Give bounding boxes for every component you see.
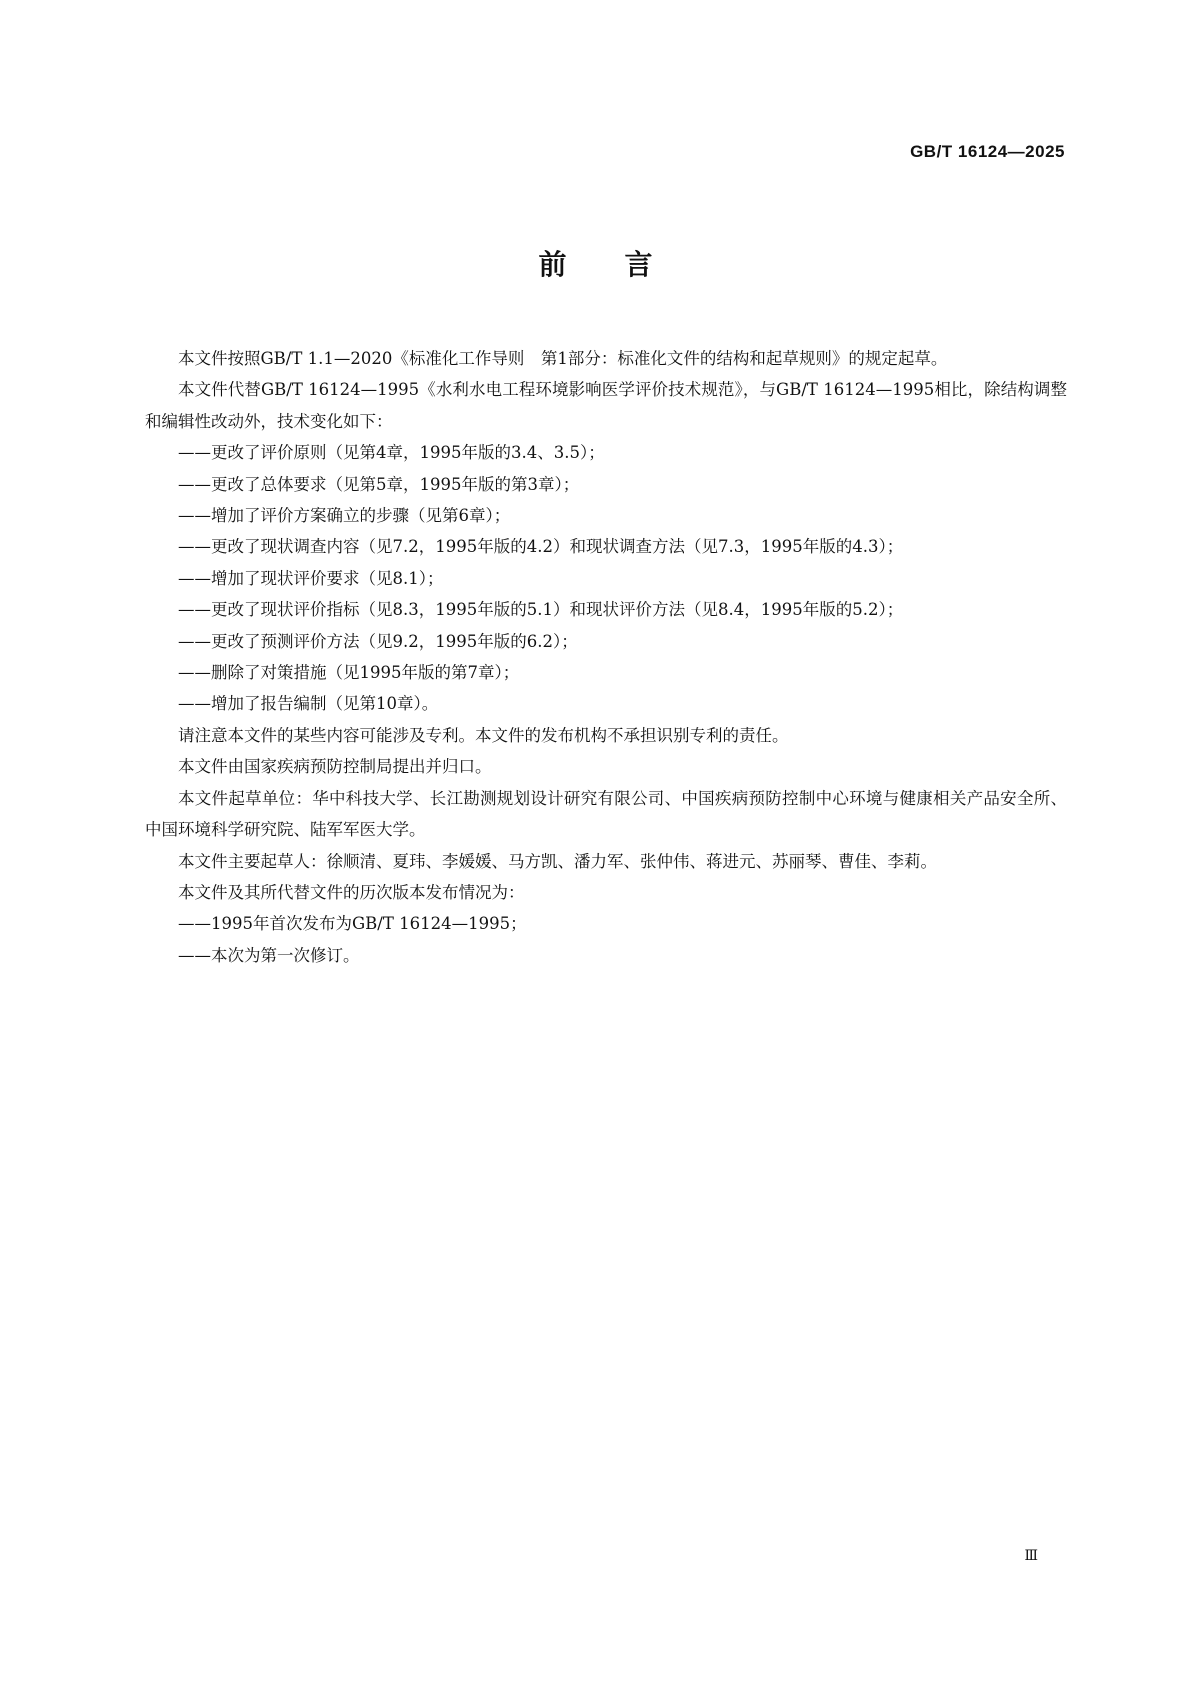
list-item: ——删除了对策措施（见1995年版的第7章）； (178, 663, 520, 683)
list-item: ——增加了现状评价要求（见8.1）； (178, 568, 444, 588)
paragraph: 请注意本文件的某些内容可能涉及专利。本文件的发布机构不承担识别专利的责任。 (178, 725, 789, 745)
paragraph: 本文件起草单位：华中科技大学、长江勘测规划设计研究有限公司、中国疾病预防控制中心环境与健康相关产品安全所、中国环境科学研究院、陆军军医大学。 (145, 788, 1067, 840)
list-item: ——更改了预测评价方法（见9.2，1995年版的6.2）； (178, 631, 578, 651)
paragraph: 本文件按照GB/T 1.1—2020《标准化工作导则 第1部分：标准化文件的结构和起草规则》的规定起草。 (178, 349, 948, 368)
page-number: Ⅲ (1024, 1548, 1037, 1564)
list-item: ——增加了报告编制（见第10章）。 (178, 694, 439, 714)
paragraph: 本文件主要起草人：徐顺清、夏玮、李媛媛、马方凯、潘力军、张仲伟、蒋进元、苏丽琴、曹佳、李莉。 (178, 851, 937, 871)
foreword-body (145, 343, 1067, 971)
page-title: 前言 (538, 248, 711, 281)
paragraph: 本文件及其所代替文件的历次版本发布情况为： (178, 882, 525, 902)
list-item: ——增加了评价方案确立的步骤（见第6章）； (178, 506, 511, 526)
list-item: ——1995年首次发布为GB/T 16124—1995； (178, 914, 527, 934)
list-item: ——本次为第一次修订。 (178, 945, 360, 965)
list-item: ——更改了现状调查内容（见7.2，1995年版的4.2）和现状调查方法（见7.3，1995年版的4.3）； (178, 537, 904, 557)
paragraph: 本文件代替GB/T 16124—1995《水利水电工程环境影响医学评价技术规范》，与GB/T 16124—1995相比，除结构调整和编辑性改动外，技术变化如下： (145, 380, 1067, 431)
standard-number: GB/T 16124—2025 (910, 142, 1065, 161)
paragraph: 本文件由国家疾病预防控制局提出并归口。 (178, 757, 492, 777)
list-item: ——更改了总体要求（见第5章，1995年版的第3章）； (178, 474, 580, 494)
list-item: ——更改了现状评价指标（见8.3，1995年版的5.1）和现状评价方法（见8.4，1995年版的5.2）； (178, 600, 904, 620)
list-item: ——更改了评价原则（见第4章，1995年版的3.4、3.5）； (178, 443, 605, 463)
